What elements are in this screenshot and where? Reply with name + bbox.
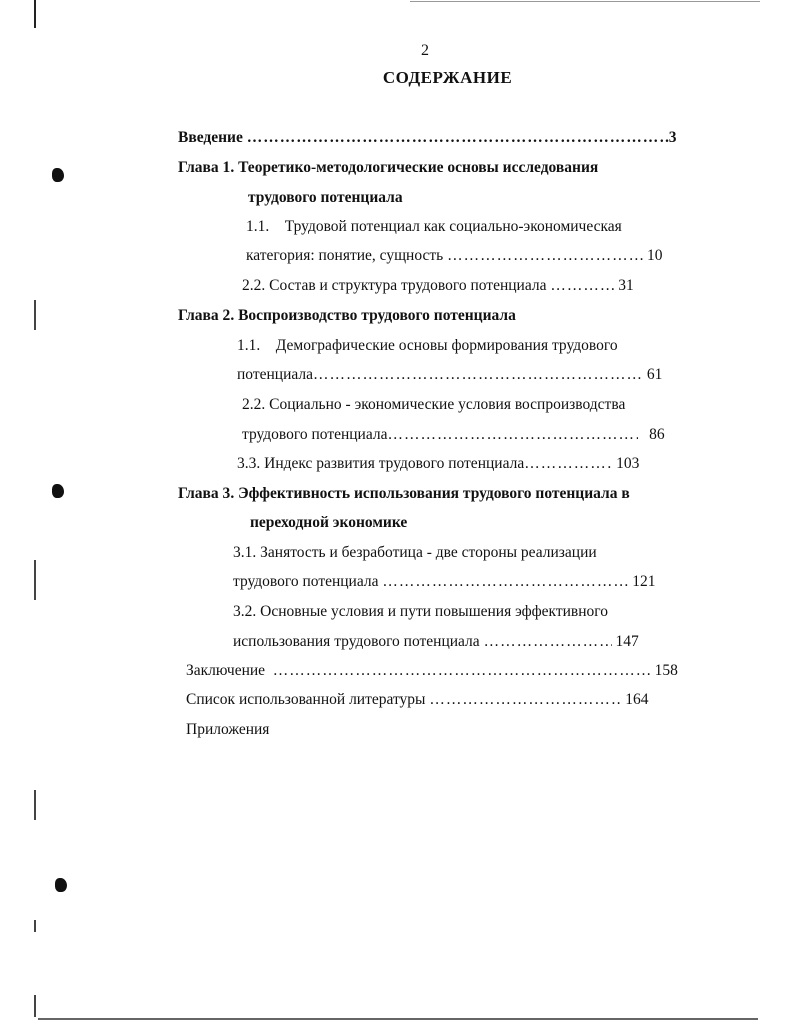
- toc-section-3-1[interactable]: [233, 543, 597, 563]
- toc-page: 10: [646, 247, 663, 264]
- toc-label: Введение: [178, 129, 243, 146]
- toc-page: 86: [649, 426, 665, 443]
- hole-punch-blot: [52, 168, 64, 182]
- scan-mark: [34, 920, 36, 932]
- chapter-prefix: Глава 1: [178, 159, 231, 176]
- toc-page: 3: [668, 129, 677, 146]
- scan-mark: [410, 1, 760, 2]
- hole-punch-blot: [55, 878, 67, 892]
- page-title: СОДЕРЖАНИЕ: [382, 68, 513, 87]
- chapter-title: переходной экономике: [250, 514, 408, 531]
- toc-label: Заключение: [186, 662, 266, 679]
- chapter-title: . Теоретико-методологические основы исследования: [230, 159, 599, 176]
- toc-section-2-1-cont[interactable]: [237, 365, 687, 385]
- section-number: 1.1.: [246, 218, 270, 235]
- dot-leader: [273, 661, 651, 681]
- page-number: 2: [421, 42, 429, 59]
- section-title: 3.2. Основные условия и пути повышения эффективного: [233, 603, 609, 620]
- section-title: 2.2. Социально - экономические условия воспроизводства: [242, 396, 626, 413]
- section-title: 3.3. Индекс развития трудового потенциала: [237, 455, 525, 472]
- scan-mark: [38, 1018, 758, 1020]
- scan-mark: [34, 0, 36, 28]
- section-title: потенциала: [237, 366, 314, 383]
- scan-mark: [34, 300, 36, 330]
- toc-section-2-1[interactable]: [237, 336, 618, 356]
- dot-leader: [388, 425, 638, 445]
- section-title: Демографические основы формирования трудового: [275, 337, 618, 354]
- chapter-title: трудового потенциала: [248, 189, 403, 206]
- toc-section-3-1-cont[interactable]: [233, 572, 689, 592]
- dot-leader: [447, 246, 643, 266]
- section-title: трудового потенциала: [242, 426, 388, 443]
- section-title: 3.1. Занятость и безработица - две стороны реализации: [233, 544, 597, 561]
- toc-label: Список использованной литературы: [186, 691, 426, 708]
- toc-entry-appendix[interactable]: [186, 720, 269, 740]
- toc-section-1-1[interactable]: [246, 217, 622, 237]
- dot-leader: [313, 365, 643, 385]
- toc-page: 61: [646, 366, 663, 383]
- chapter-title: . Воспроизводство трудового потенциала: [230, 307, 516, 324]
- toc-section-3-2[interactable]: [233, 602, 608, 622]
- toc-chapter-1[interactable]: [178, 158, 598, 178]
- dot-leader: [382, 572, 628, 592]
- dot-leader: [429, 690, 621, 710]
- toc-chapter-3[interactable]: [178, 484, 630, 504]
- toc-section-2-2b-cont[interactable]: [242, 425, 690, 445]
- toc-entry-literature[interactable]: [186, 690, 691, 710]
- section-title: трудового потенциала: [233, 573, 379, 590]
- chapter-title: . Эффективность использования трудового потенциала в: [230, 485, 630, 502]
- toc-page: 147: [615, 633, 639, 650]
- toc-section-3-2-cont[interactable]: [233, 632, 691, 652]
- toc-page: 164: [625, 691, 649, 708]
- scan-mark: [34, 790, 36, 820]
- chapter-prefix: Глава 2: [178, 307, 231, 324]
- toc-chapter-3-cont: [250, 513, 407, 533]
- hole-punch-blot: [52, 484, 64, 498]
- scan-mark: [34, 560, 36, 600]
- toc-section-2-2[interactable]: [242, 276, 688, 296]
- toc-page: 103: [616, 455, 640, 472]
- toc-section-1-1-cont[interactable]: [246, 246, 688, 266]
- toc-chapter-2[interactable]: [178, 306, 516, 326]
- toc-page: 121: [632, 573, 656, 590]
- section-number: 1.1.: [237, 337, 261, 354]
- toc-label: Приложения: [186, 721, 270, 738]
- toc-page: 31: [618, 277, 634, 294]
- dot-leader: [484, 632, 612, 652]
- section-title: использования трудового потенциала: [233, 633, 480, 650]
- section-title: 2.2. Состав и структура трудового потенциала: [242, 277, 547, 294]
- dot-leader: [550, 276, 614, 296]
- toc-entry-conclusion[interactable]: [186, 661, 691, 681]
- chapter-prefix: Глава 3: [178, 485, 231, 502]
- section-title: категория: понятие, сущность: [246, 247, 444, 264]
- toc-page: 158: [654, 662, 678, 679]
- dot-leader: [524, 454, 612, 474]
- toc-section-2-2b[interactable]: [242, 395, 625, 415]
- section-title: Трудовой потенциал как социально-экономическая: [284, 218, 622, 235]
- toc-section-3-3[interactable]: [237, 454, 691, 474]
- dot-leader: [247, 128, 669, 148]
- toc-chapter-1-cont: [248, 188, 403, 208]
- scan-mark: [34, 995, 36, 1017]
- toc-entry-intro[interactable]: [178, 128, 686, 148]
